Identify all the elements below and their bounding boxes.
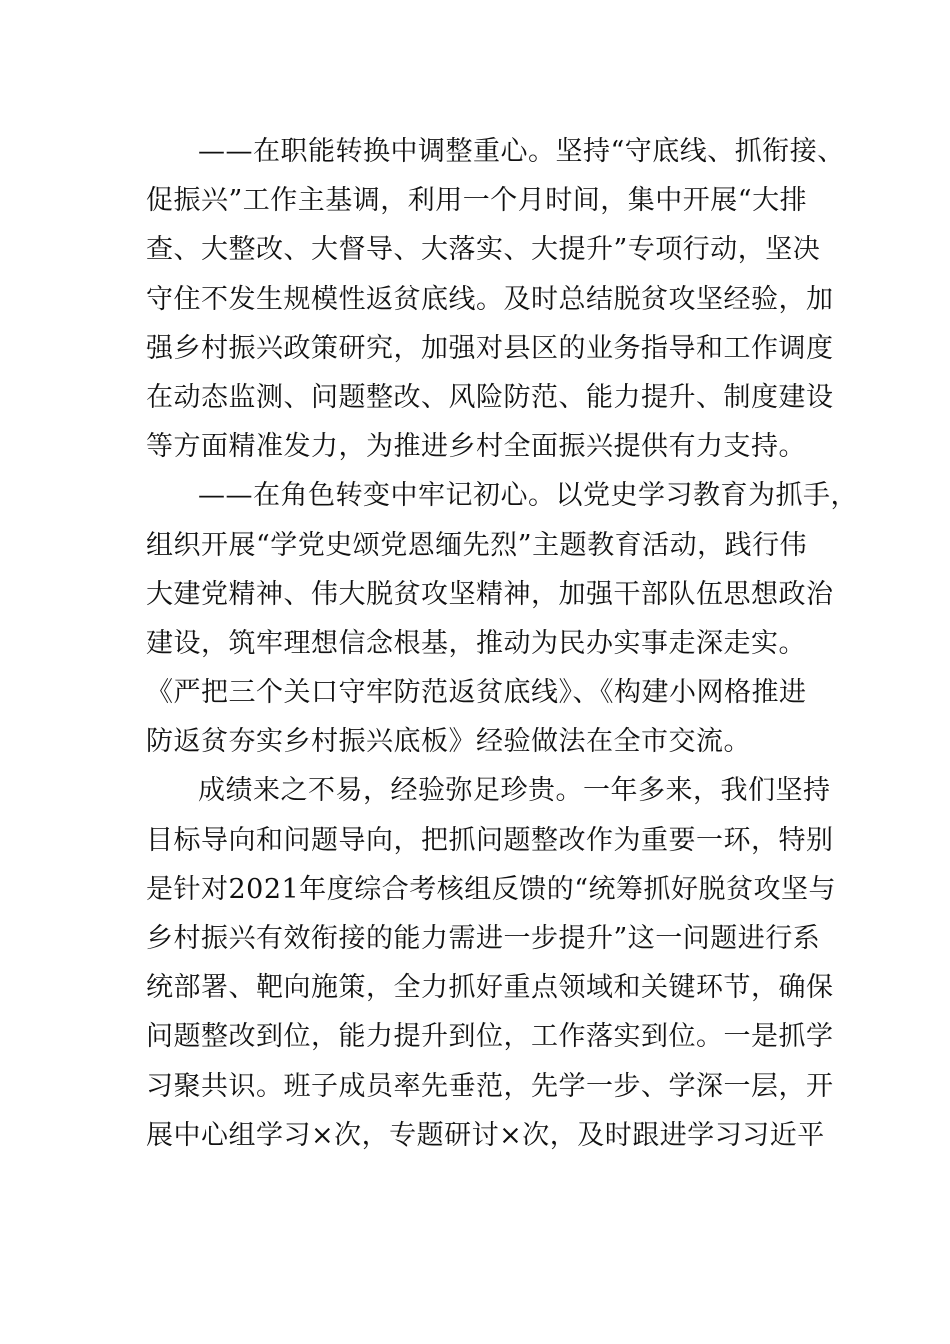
text-line: 促振兴”工作主基调，利用一个月时间，集中开展“大排 bbox=[146, 185, 808, 217]
text-line: 等方面精准发力，为推进乡村全面振兴提供有力支持。 bbox=[146, 431, 806, 463]
text-line: 组织开展“学党史颂党恩缅先烈”主题教育活动，践行伟 bbox=[146, 529, 808, 561]
text-line: 问题整改到位，能力提升到位，工作落实到位。一是抓学 bbox=[146, 1021, 834, 1053]
document-body bbox=[146, 127, 858, 1160]
text-line: 大建党精神、伟大脱贫攻坚精神，加强干部队伍思想政治 bbox=[146, 578, 834, 610]
text-line: 建设，筑牢理想信念根基，推动为民办实事走深走实。 bbox=[146, 627, 806, 659]
text-line: 统部署、靶向施策，全力抓好重点领域和关键环节，确保 bbox=[146, 972, 834, 1004]
text-line: 防返贫夯实乡村振兴底板》经验做法在全市交流。 bbox=[146, 726, 751, 758]
text-line: 目标导向和问题导向，把抓问题整改作为重要一环，特别 bbox=[146, 824, 834, 856]
text-line: 习聚共识。班子成员率先垂范，先学一步、学深一层，开 bbox=[146, 1070, 834, 1102]
text-line: 成绩来之不易，经验弥足珍贵。一年多来，我们坚持 bbox=[198, 775, 831, 807]
text-line: 守住不发生规模性返贫底线。及时总结脱贫攻坚经验，加 bbox=[146, 283, 834, 315]
text-line: 乡村振兴有效衔接的能力需进一步提升”这一问题进行系 bbox=[146, 923, 821, 954]
text-line: 是针对2021年度综合考核组反馈的“统筹抓好脱贫攻坚与 bbox=[146, 873, 837, 905]
text-line: 查、大整改、大督导、大落实、大提升”专项行动，坚决 bbox=[146, 234, 821, 266]
text-line: 在动态监测、问题整改、风险防范、能力提升、制度建设 bbox=[146, 381, 834, 413]
text-line: 强乡村振兴政策研究，加强对县区的业务指导和工作调度 bbox=[146, 332, 834, 364]
text-line: ——在角色转变中牢记初心。以党史学习教育为抓手， bbox=[198, 480, 858, 512]
text-line: 《严把三个关口守牢防范返贫底线》、《构建小网格推进 bbox=[146, 677, 807, 709]
text-line: ——在职能转换中调整重心。坚持“守底线、抓衔接、 bbox=[198, 136, 845, 167]
text-line: 展中心组学习×次，专题研讨×次，及时跟进学习习近平 bbox=[146, 1119, 825, 1151]
